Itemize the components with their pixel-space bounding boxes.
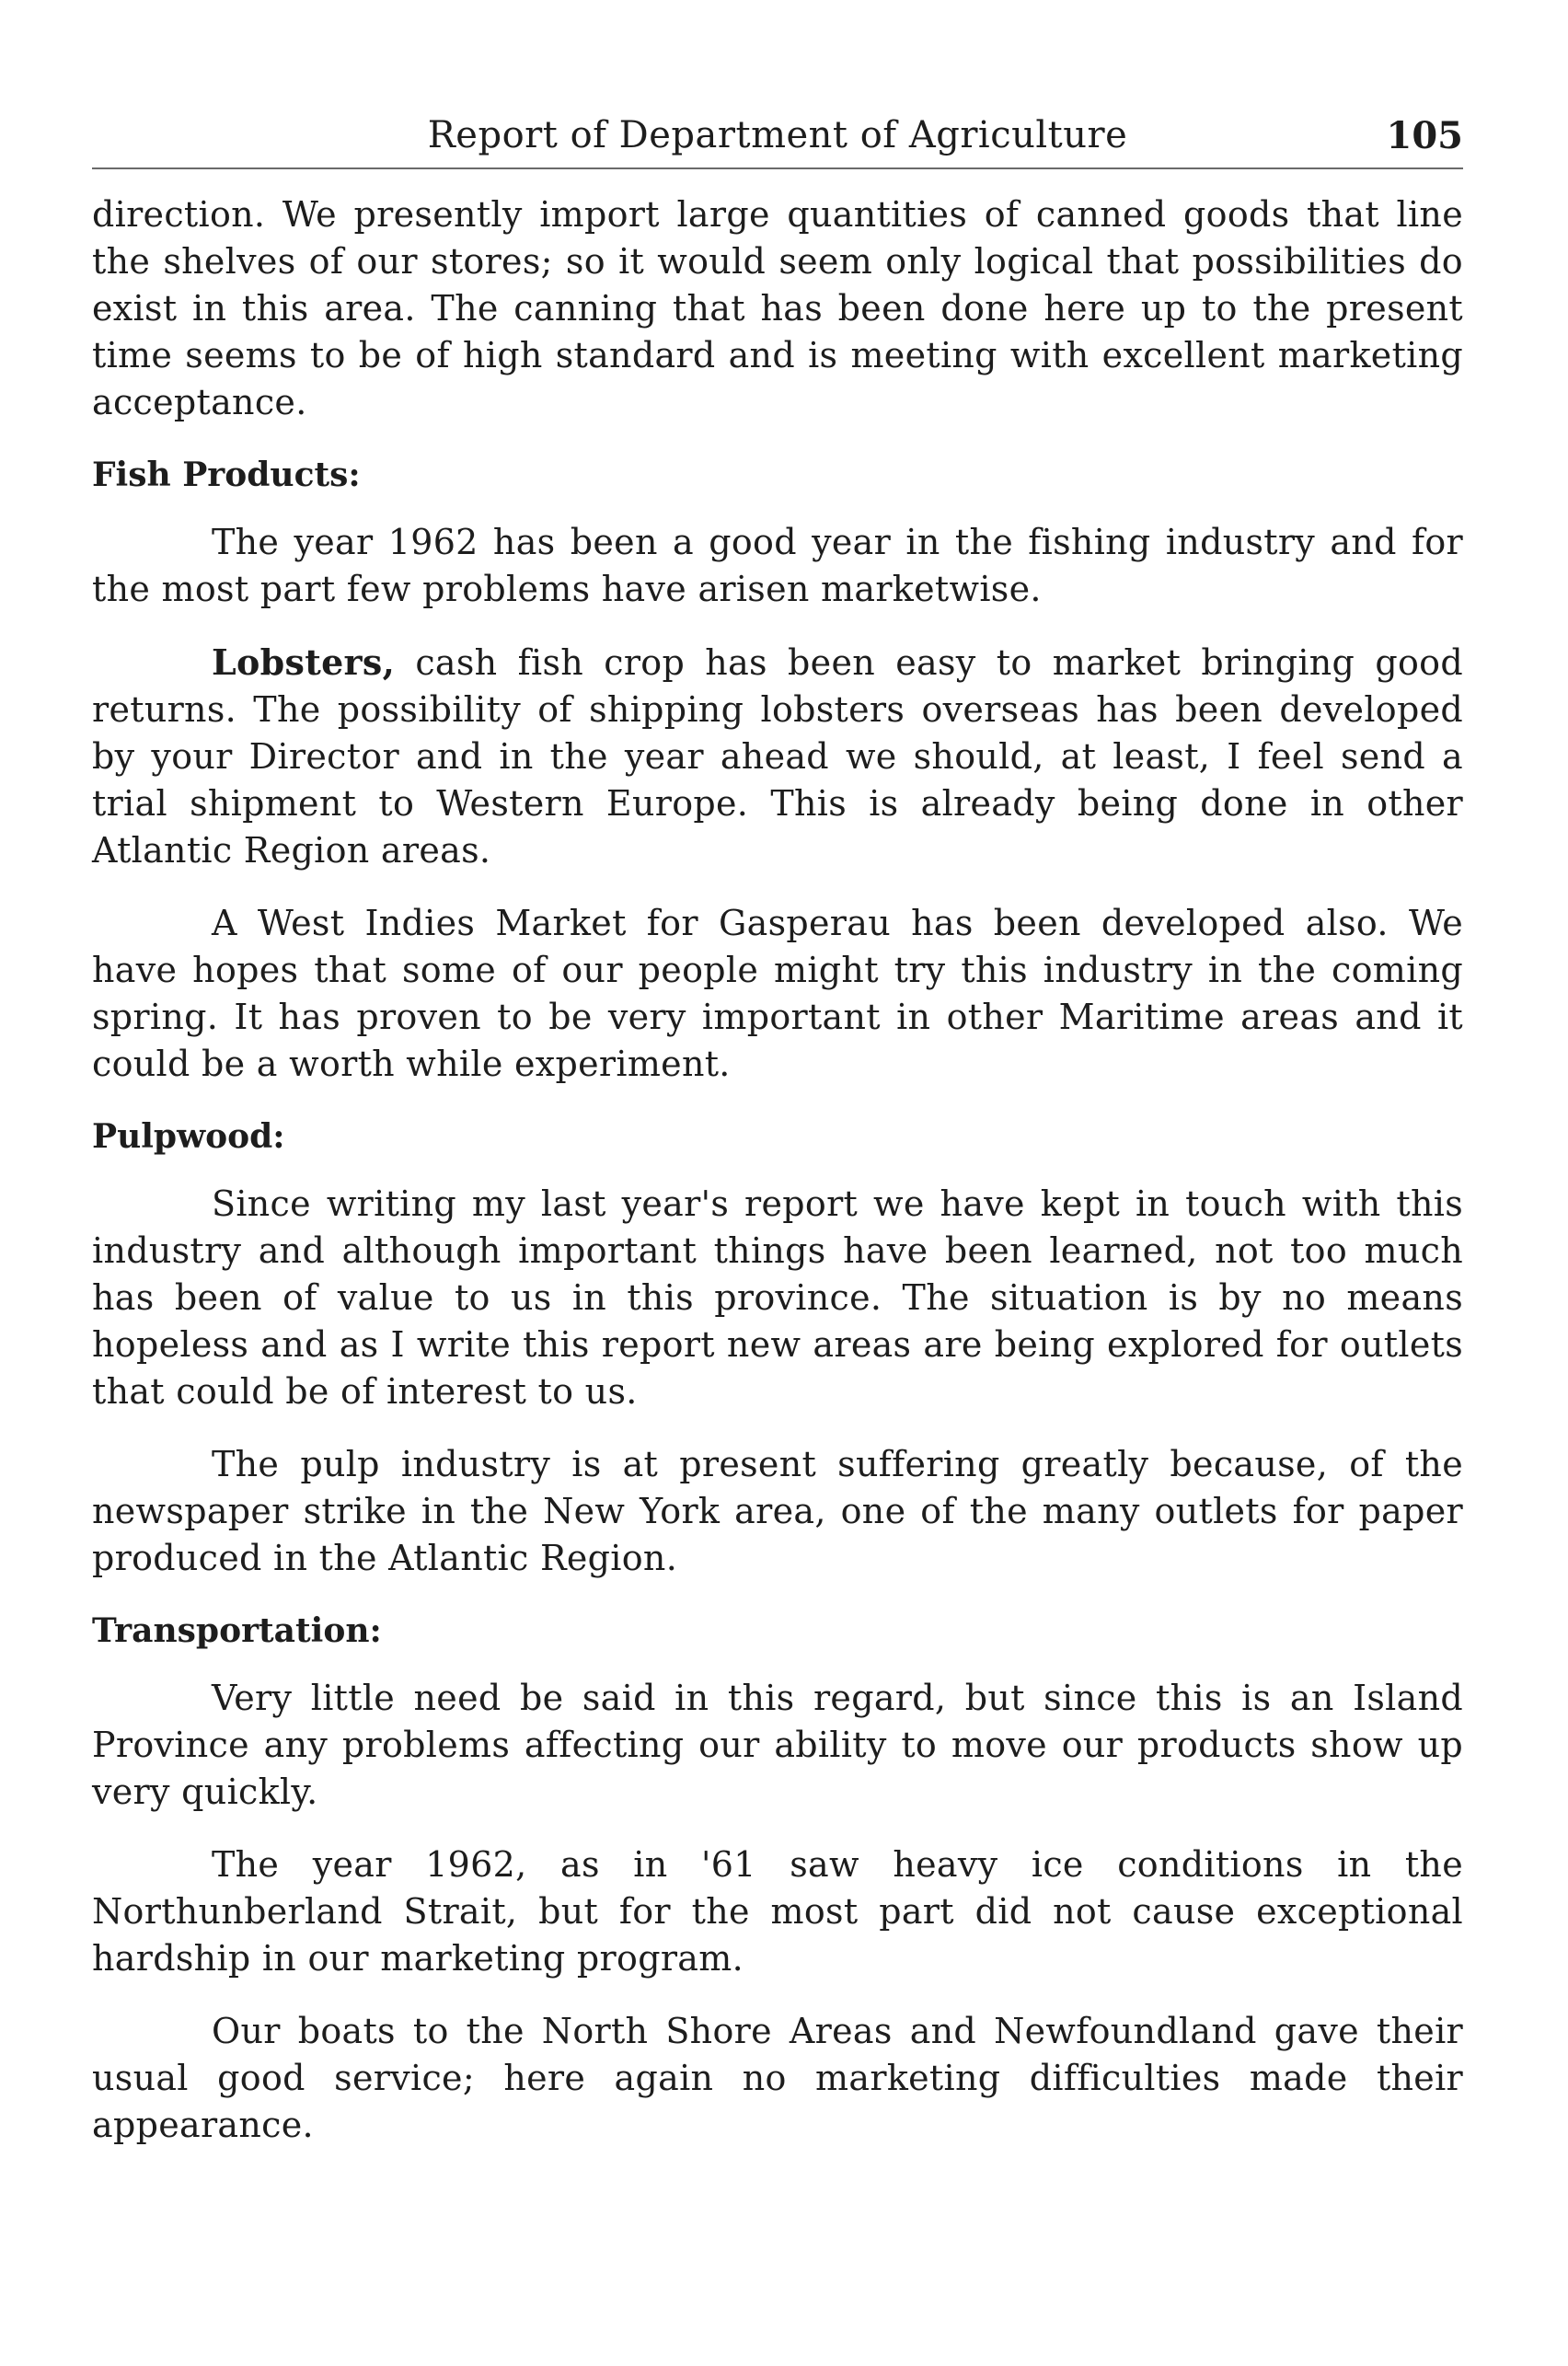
section-heading-transportation: Transportation: (92, 1611, 382, 1650)
paragraph-fishing-year: The year 1962 has been a good year in the fishing industry and for the most part few problems have arisen marketwise. (92, 522, 1463, 609)
running-header (92, 101, 1463, 169)
document-body (92, 191, 1463, 2149)
page-number: 105 (1386, 114, 1463, 157)
paragraph-pulpwood-industry: Since writing my last year's report we have kept in touch with this industry and although important things have been learned, not too much has been of value to us in this province. The situation is by no means hopeless and as I write this report new areas are being explored for outlets that could be of interest to us. (92, 1183, 1463, 1412)
paragraph-pulp-strike: The pulp industry is at present suffering greatly because, of the newspaper strike in the New York area, one of the many outlets for paper produced in the Atlantic Region. (92, 1444, 1463, 1578)
lobsters-text: cash fish crop has been easy to market bringing good returns. The possibility of shipping lobsters overseas has been developed by your Director and in the year ahead we should, at least, I feel send a trial shipment to Western Europe. This is already being done in other Atlantic Region areas. (92, 642, 1463, 871)
lobsters-lead-term: Lobsters, (212, 641, 396, 683)
paragraph-island-province: Very little need be said in this regard, but since this is an Island Province any problems affecting our ability to move our products show up very quickly. (92, 1678, 1463, 1812)
paragraph-canning-continuation: direction. We presently import large quantities of canned goods that line the shelves of our stores; so it would seem only logical that possibilities do exist in this area. The canning that has been done here up to the present time seems to be of high standard and is meeting with excellent marketing acceptance. (92, 194, 1463, 422)
document-page (92, 101, 1463, 2175)
section-heading-fish-products: Fish Products: (92, 456, 361, 494)
paragraph-boats-service: Our boats to the North Shore Areas and Newfoundland gave their usual good service; here again no marketing difficulties made their appearance. (92, 2011, 1463, 2145)
paragraph-lobsters (92, 639, 1463, 874)
running-title: Report of Department of Agriculture (427, 114, 1128, 156)
paragraph-ice-conditions: The year 1962, as in '61 saw heavy ice conditions in the Northunberland Strait, but for the most part did not cause exceptional hardship in our marketing program. (92, 1844, 1463, 1979)
section-heading-pulpwood: Pulpwood: (92, 1117, 285, 1156)
paragraph-gasperau: A West Indies Market for Gasperau has been developed also. We have hopes that some of our people might try this industry in the coming spring. It has proven to be very important in other Maritime areas and it could be a worth while experiment. (92, 903, 1463, 1084)
